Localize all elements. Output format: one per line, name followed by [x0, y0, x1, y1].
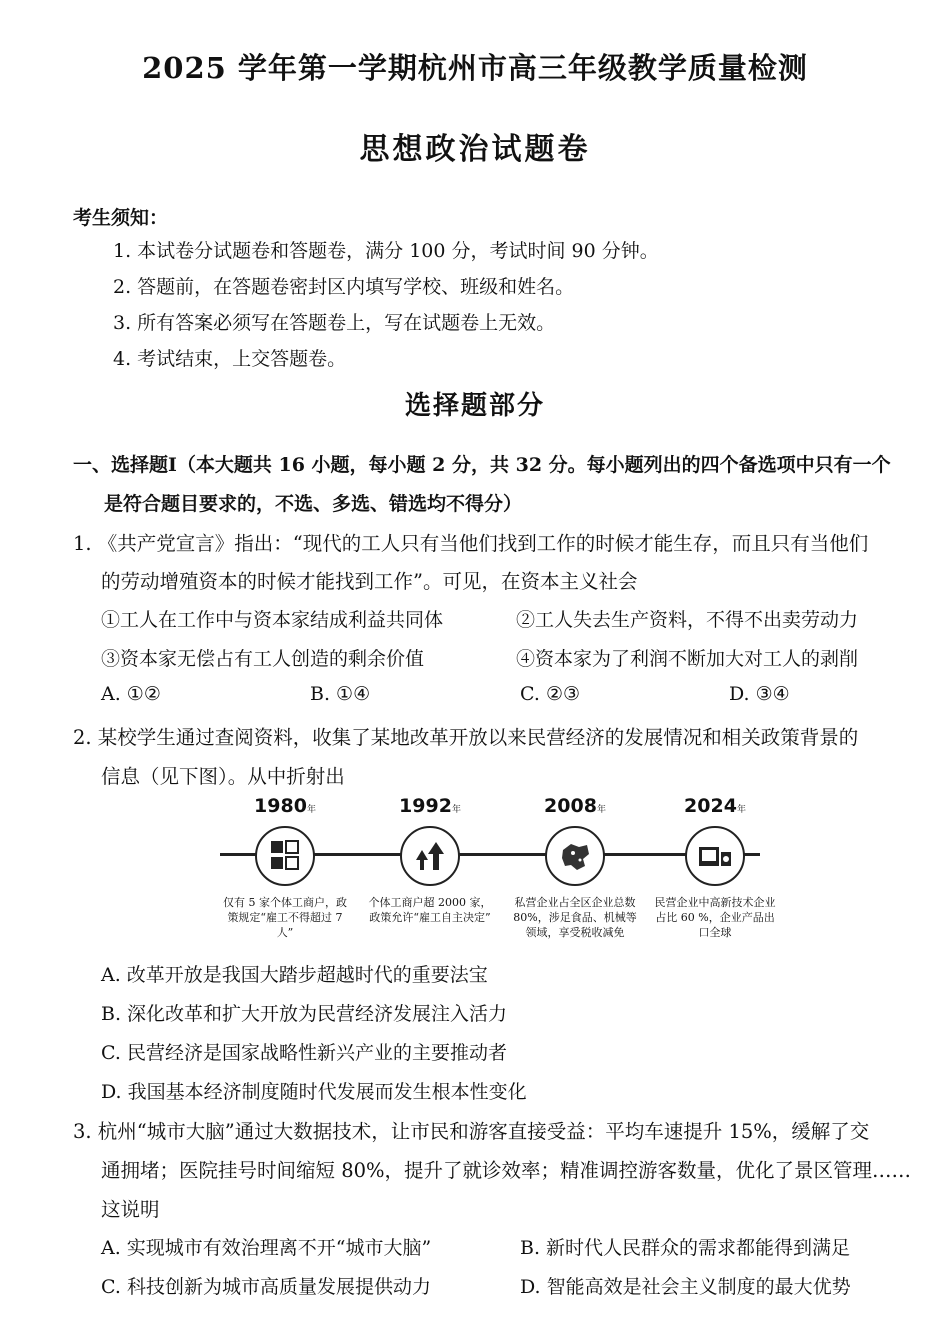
- q3-stem-cont: 通拥堵；医院挂号时间缩短 80%，提升了就诊效率；精准调控游客数量，优化了景区管理……: [101, 1159, 912, 1182]
- timeline-year: 1980年: [254, 795, 316, 817]
- notice-heading: 考生须知：: [73, 207, 169, 229]
- q3-option-c: C. 科技创新为城市高质量发展提供动力: [101, 1276, 431, 1298]
- q2-option-a: A. 改革开放是我国大踏步超越时代的重要法宝: [101, 964, 488, 986]
- timeline-year: 1992年: [399, 795, 461, 817]
- q2-option-c: C. 民营经济是国家战略性新兴产业的主要推动者: [101, 1042, 507, 1064]
- q2-option-b: B. 深化改革和扩大开放为民营经济发展注入活力: [101, 1003, 508, 1025]
- section-title: 选择题部分: [404, 391, 545, 421]
- q3-stem-end: 这说明: [101, 1198, 160, 1221]
- timeline-node-2008: [510, 795, 640, 939]
- timeline-year: 2024年: [684, 795, 746, 817]
- q2-option-d: D. 我国基本经济制度随时代发展而发生根本性变化: [101, 1081, 527, 1103]
- notice-item: 2. 答题前，在答题卷密封区内填写学校、班级和姓名。: [113, 276, 575, 298]
- q1-statement-4: ④资本家为了利润不断加大对工人的剥削: [516, 648, 859, 670]
- timeline-node-1992: [365, 795, 495, 924]
- timeline-figure: [220, 795, 776, 945]
- map-icon: [545, 826, 605, 886]
- notice-item: 1. 本试卷分试题卷和答题卷，满分 100 分，考试时间 90 分钟。: [113, 240, 659, 262]
- exam-title: 2025 学年第一学期杭州市高三年级教学质量检测: [142, 51, 808, 85]
- notice-item: 3. 所有答案必须写在答题卷上，写在试题卷上无效。: [113, 312, 556, 334]
- q1-option-a: A. ①②: [101, 683, 161, 705]
- q1-stem: 1. 《共产党宣言》指出：“现代的工人只有当他们找到工作的时候才能生存，而且只有当他们: [73, 532, 869, 555]
- q3-option-a: A. 实现城市有效治理离不开“城市大脑”: [101, 1237, 432, 1259]
- part-instructions: 一、选择题Ⅰ（本大题共 16 小题，每小题 2 分，共 32 分。每小题列出的四个备选项中只有一个: [73, 454, 891, 476]
- q3-option-b: B. 新时代人民群众的需求都能得到满足: [520, 1237, 851, 1259]
- timeline-node-1980: [220, 795, 350, 939]
- q1-option-b: B. ①④: [310, 683, 371, 705]
- growth-arrows-icon: [400, 826, 460, 886]
- q3-option-d: D. 智能高效是社会主义制度的最大优势: [520, 1276, 851, 1298]
- q1-statement-1: ①工人在工作中与资本家结成利益共同体: [101, 609, 444, 631]
- q1-option-c: C. ②③: [520, 683, 581, 705]
- part-instructions-cont: 是符合题目要求的，不选、多选、错选均不得分）: [104, 493, 523, 515]
- q2-stem-cont: 信息（见下图）。从中折射出: [101, 765, 345, 788]
- q3-stem: 3. 杭州“城市大脑”通过大数据技术，让市民和游客直接受益：平均车速提升 15%，缓解了交: [73, 1120, 870, 1143]
- tech-devices-icon: [685, 826, 745, 886]
- q1-stem-cont: 的劳动增殖资本的时候才能找到工作”。可见，在资本主义社会: [101, 570, 638, 593]
- notice-item: 4. 考试结束，上交答题卷。: [113, 348, 347, 370]
- q1-option-d: D. ③④: [729, 683, 790, 705]
- timeline-node-2024: [650, 795, 780, 939]
- timeline-caption: 仅有 5 家个体工商户，政策规定“雇工不得超过 7 人”: [223, 896, 347, 939]
- q1-statement-3: ③资本家无偿占有工人创造的剩余价值: [101, 648, 425, 670]
- timeline-year: 2008年: [544, 795, 606, 817]
- q1-statement-2: ②工人失去生产资料，不得不出卖劳动力: [516, 609, 859, 631]
- q2-stem: 2. 某校学生通过查阅资料，收集了某地改革开放以来民营经济的发展情况和相关政策背景的: [73, 726, 859, 749]
- timeline-caption: 民营企业中高新技术企业占比 60 %，企业产品出口全球: [654, 896, 776, 939]
- timeline-caption: 私营企业占全区企业总数 80%，涉足食品、机械等领域，享受税收减免: [513, 896, 637, 939]
- timeline-caption: 个体工商户超 2000 家，政策允许“雇工自主决定”: [368, 896, 492, 924]
- exam-subtitle: 思想政治试题卷: [359, 132, 591, 167]
- shop-icon: [255, 826, 315, 886]
